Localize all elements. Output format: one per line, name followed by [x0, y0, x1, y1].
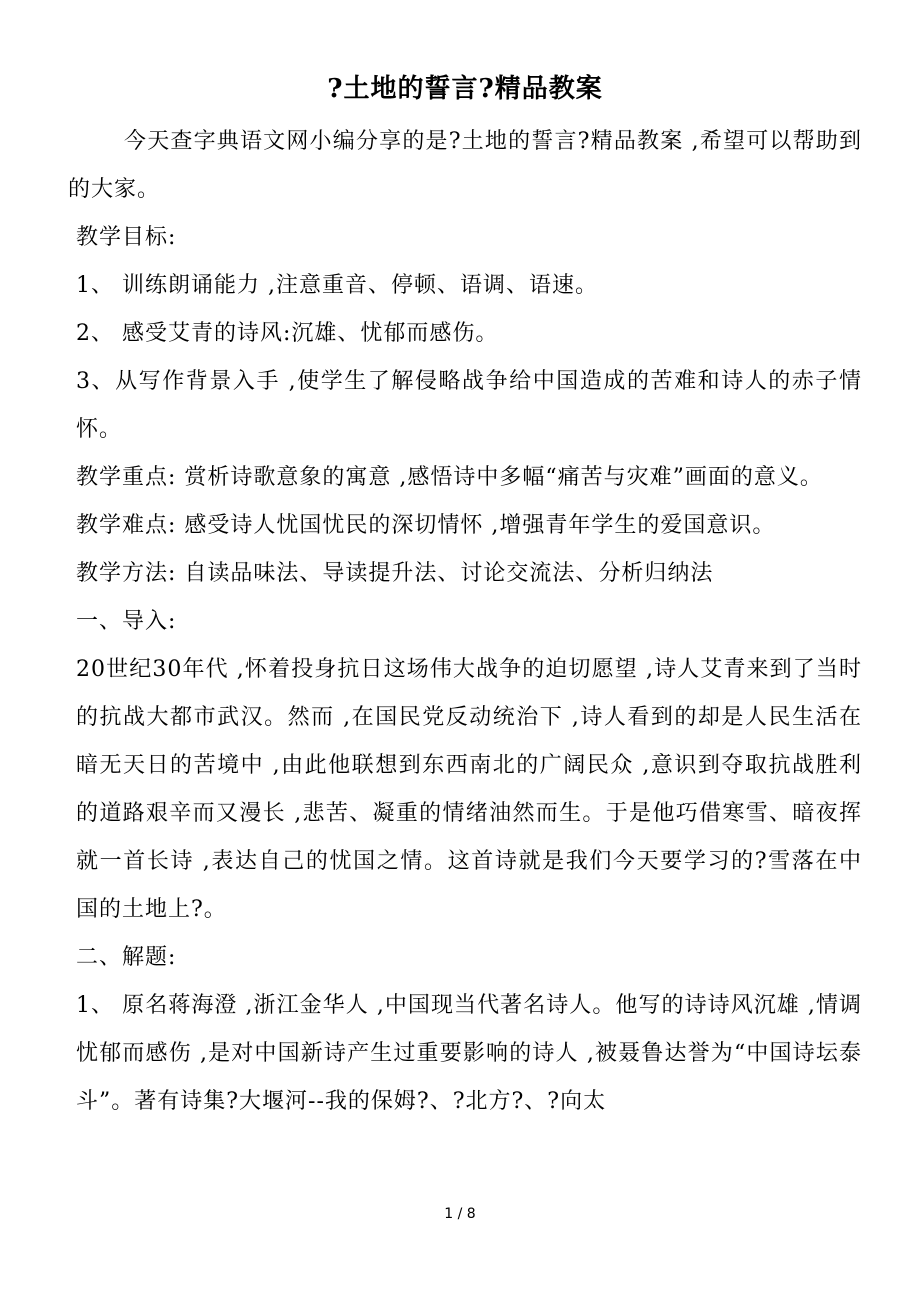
document-title: ?土地的誓言?精品教案 [327, 74, 603, 104]
section-heading-title-explanation: 二、解题: [76, 945, 177, 970]
section-heading-intro: 一、导入: [76, 609, 177, 634]
key-points-paragraph: 教学重点: 赏析诗歌意象的寓意 ,感悟诗中多幅“痛苦与灾难”画面的意义。 [76, 465, 823, 490]
difficulties-paragraph: 教学难点: 感受诗人忧国忧民的深切情怀 ,增强青年学生的爱国意识。 [76, 513, 776, 538]
intro-paragraph: 今天查字典语文网小编分享的是?土地的誓言?精品教案 ,希望可以帮助到的大家。 [68, 129, 862, 202]
page-indicator: 1 / 8 [444, 1206, 476, 1222]
objectives-heading: 教学目标: [76, 225, 177, 250]
objective-item-3: 3、从写作背景入手 ,使学生了解侵略战争给中国造成的苦难和诗人的赤子情怀。 [76, 369, 862, 442]
objective-item-2: 2、 感受艾青的诗风:沉雄、忧郁而感伤。 [76, 321, 499, 346]
title-explanation-paragraph: 1、 原名蒋海澄 ,浙江金华人 ,中国现当代著名诗人。他写的诗诗风沉雄 ,情调忧郁而感伤 ,是对中国新诗产生过重要影响的诗人 ,被聂鲁达誉为“中国诗坛泰斗”。著有诗集?大堰河--我的保姆?、?北方?、?向太 [76, 993, 862, 1114]
methods-paragraph: 教学方法: 自读品味法、导读提升法、讨论交流法、分析归纳法 [76, 561, 714, 586]
intro-body-paragraph: 20世纪30年代 ,怀着投身抗日这场伟大战争的迫切愿望 ,诗人艾青来到了当时的抗战大都市武汉。然而 ,在国民党反动统治下 ,诗人看到的却是人民生活在暗无天日的苦境中 ,由此他联想到东西南北的广阔民众 ,意识到夺取抗战胜利的道路艰辛而又漫长 ,悲苦、凝重的情绪油然而生。于是他巧借寒雪、暗夜挥就一首长诗 ,表达自己的忧国之情。这首诗就是我们今天要学习的?雪落在中国的土地上?。 [76, 657, 862, 922]
objective-item-1: 1、 训练朗诵能力 ,注意重音、停顿、语调、语速。 [76, 273, 598, 298]
